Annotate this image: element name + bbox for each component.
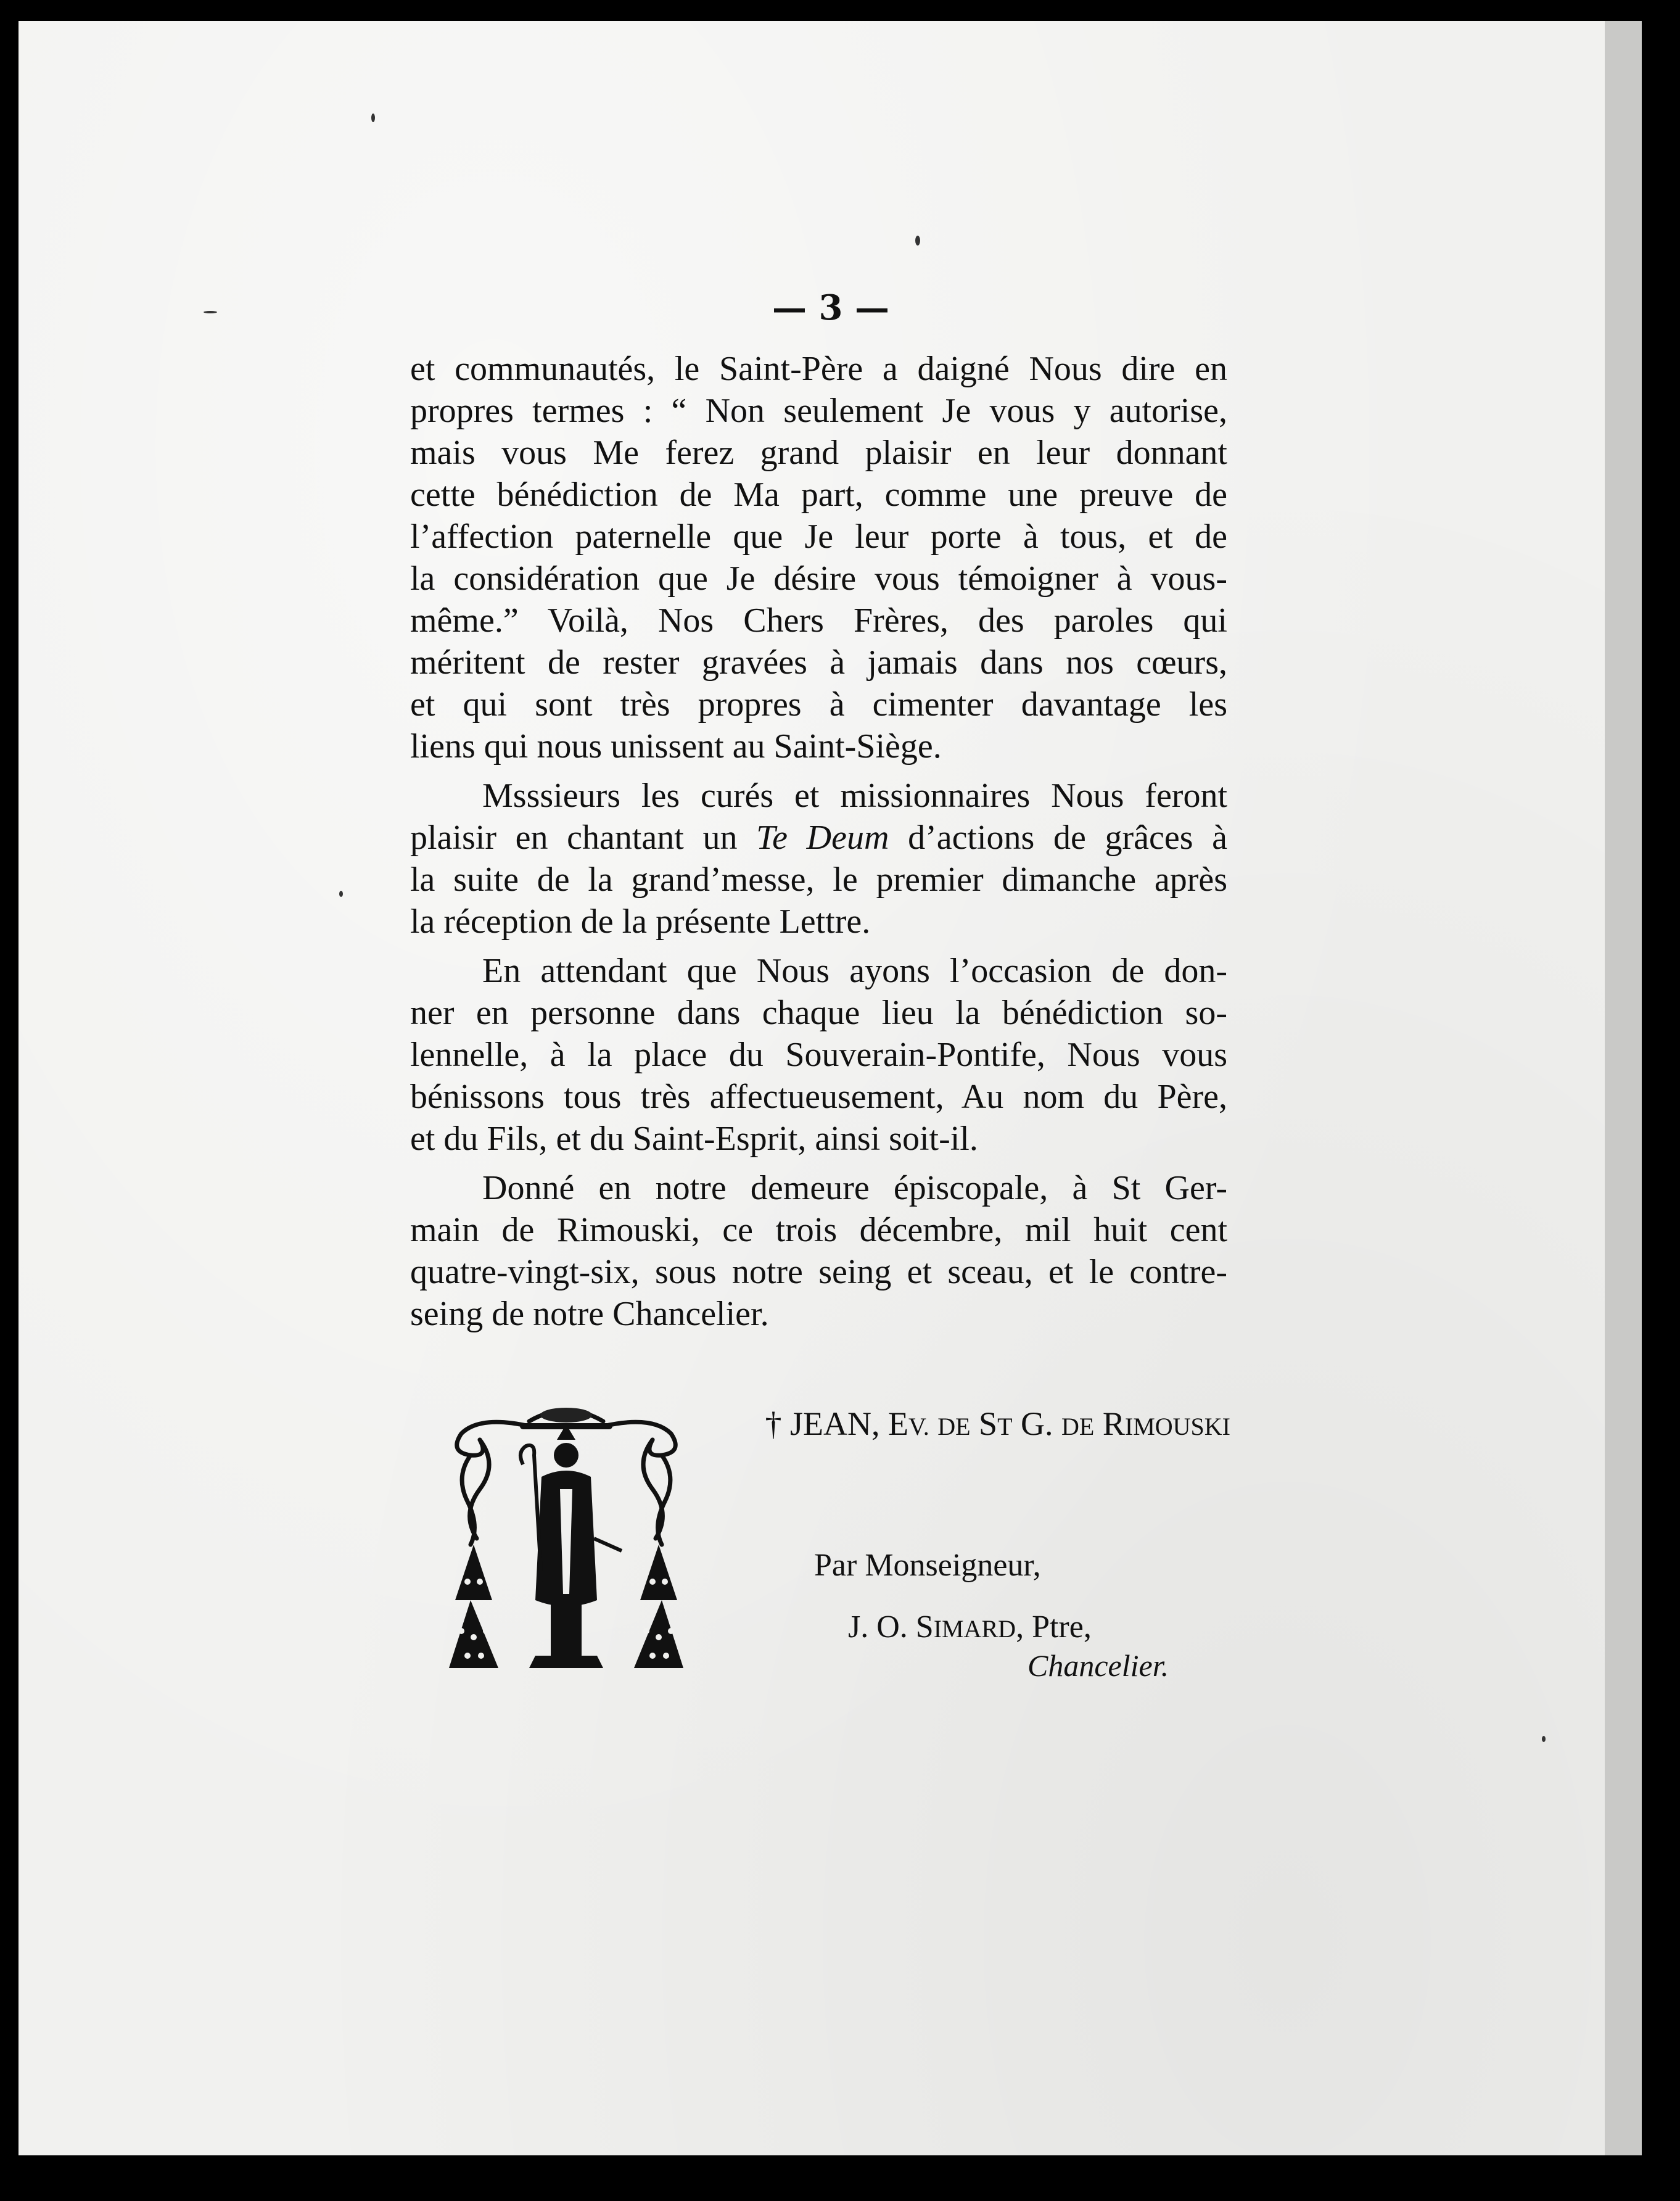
signature-part: DE bbox=[1061, 1413, 1095, 1440]
scan-border bbox=[1642, 0, 1680, 2201]
body-line: liens qui nous unissent au Saint-Siège. bbox=[410, 727, 942, 766]
body-line: même.” Voilà, Nos Chers Frères, des paroles qui bbox=[410, 601, 1227, 640]
scan-speck bbox=[339, 891, 343, 897]
body-line: et du Fils, et du Saint-Esprit, ainsi soit-il. bbox=[410, 1120, 978, 1158]
body-line: mais vous Me ferez grand plaisir en leur donnant bbox=[410, 434, 1227, 472]
body-line: méritent de rester gravées à jamais dans nos cœurs, bbox=[410, 643, 1227, 682]
scan-speck bbox=[371, 114, 375, 122]
signature-part: DE bbox=[937, 1413, 971, 1440]
signature-part: T bbox=[997, 1413, 1013, 1440]
body-line: ner en personne dans chaque lieu la bénédiction so- bbox=[410, 994, 1227, 1032]
par-monseigneur: Par Monseigneur, bbox=[814, 1548, 1041, 1583]
signature-part: † JEAN, E bbox=[765, 1405, 908, 1442]
body-text-span: plaisir en chantant un bbox=[410, 819, 738, 857]
body-line: l’affection paternelle que Je leur porte à tous, et de bbox=[410, 518, 1227, 556]
chancellor-name-part: , Ptre, bbox=[1016, 1609, 1092, 1645]
signature-part: IMOUSKI bbox=[1124, 1413, 1230, 1440]
chancellor-name-part: IMARD bbox=[933, 1615, 1016, 1643]
body-line: et communautés, le Saint-Père a daigné Nous dire en bbox=[410, 350, 1227, 388]
body-line: En attendant que Nous ayons l’occasion de don- bbox=[482, 952, 1227, 990]
body-line: propres termes : “ Non seulement Je vous y autorise, bbox=[410, 392, 1227, 430]
body-text-span: d’actions de grâces à bbox=[908, 819, 1228, 857]
body-line: la réception de la présente Lettre. bbox=[410, 902, 871, 941]
signature-part: V. bbox=[908, 1413, 929, 1440]
bishop-signature bbox=[709, 1403, 1230, 1448]
te-deum-italic: Te Deum bbox=[756, 819, 889, 857]
signature-part: R bbox=[1102, 1405, 1125, 1442]
body-line-mixed bbox=[410, 817, 1227, 859]
body-line: Msssieurs les curés et missionnaires Nous feront bbox=[482, 777, 1227, 815]
body-line: seing de notre Chancelier. bbox=[410, 1295, 769, 1333]
chancellor-title: Chancelier. bbox=[1027, 1648, 1169, 1683]
page-edge-shadow bbox=[1605, 21, 1642, 2155]
body-line: quatre-vingt-six, sous notre seing et sceau, et le contre- bbox=[410, 1253, 1227, 1291]
scan-speck bbox=[204, 311, 217, 313]
body-line: bénissons tous très affectueusement, Au nom du Père, bbox=[410, 1078, 1227, 1116]
signature-part: S bbox=[979, 1405, 998, 1442]
body-line: la considération que Je désire vous témoigner à vous- bbox=[410, 560, 1227, 598]
paper-sheet bbox=[19, 21, 1605, 2155]
chancellor-name-part: J. O. S bbox=[848, 1609, 934, 1645]
chancellor-name bbox=[848, 1608, 1092, 1649]
body-line: main de Rimouski, ce trois décembre, mil huit cent bbox=[410, 1211, 1227, 1249]
body-line: lennelle, à la place du Souverain-Pontife, Nous vous bbox=[410, 1036, 1227, 1074]
scan-speck bbox=[1542, 1736, 1546, 1742]
body-line: et qui sont très propres à cimenter davantage les bbox=[410, 685, 1227, 724]
body-line: Donné en notre demeure épiscopale, à St Ger- bbox=[482, 1169, 1227, 1207]
bishop-coat-of-arms-icon bbox=[443, 1397, 690, 1680]
body-line: cette bénédiction de Ma part, comme une preuve de bbox=[410, 476, 1227, 514]
body-line: la suite de la grand’messe, le premier dimanche après bbox=[410, 861, 1227, 899]
signature-part: G. bbox=[1021, 1405, 1053, 1442]
scan-speck bbox=[915, 236, 920, 246]
page-number: — 3 — bbox=[772, 287, 889, 328]
